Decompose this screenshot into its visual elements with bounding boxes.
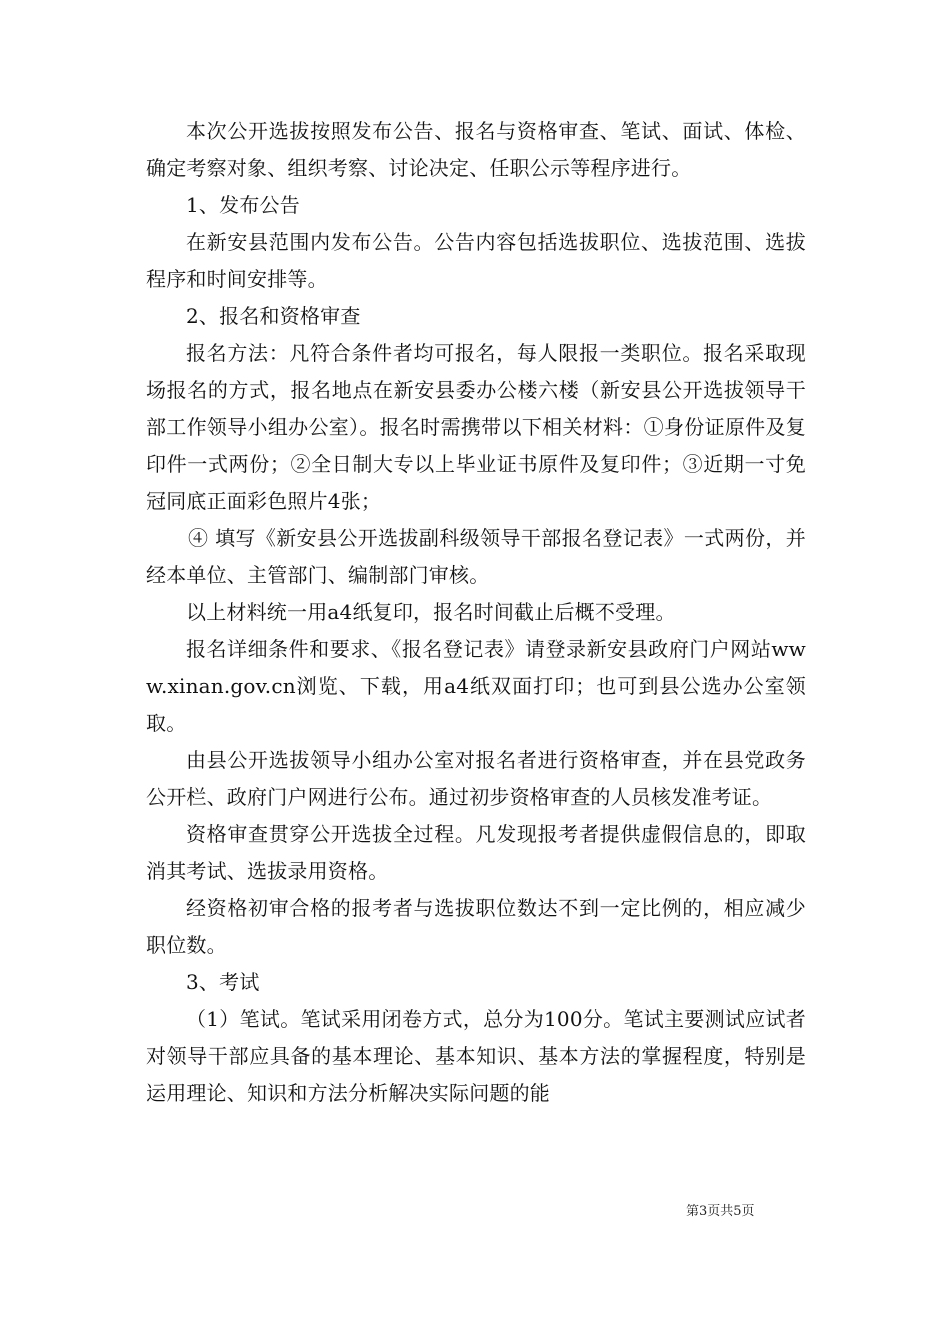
paragraph-copy-requirement: 以上材料统一用a4纸复印，报名时间截止后概不受理。 [186, 600, 676, 624]
document-body [146, 113, 806, 1112]
paragraph-announcement-scope: 在新安县范围内发布公告。公告内容包括选拔职位、选拔范围、选拔程序和时间安排等。 [146, 230, 806, 291]
section-heading-announcement: 1、发布公告 [186, 193, 300, 217]
page-number-footer: 第3页共5页 [686, 1204, 755, 1219]
section-heading-exam: 3、考试 [186, 970, 260, 994]
paragraph-procedure-overview: 本次公开选拔按照发布公告、报名与资格审查、笔试、面试、体检、确定考察对象、组织考察、讨论决定、任职公示等程序进行。 [146, 119, 806, 180]
paragraph-registration-form: ④ 填写《新安县公开选拔副科级领导干部报名登记表》一式两份，并经本单位、主管部门、编制部门审核。 [146, 526, 806, 587]
paragraph-website-download: 报名详细条件和要求、《报名登记表》请登录新安县政府门户网站www.xinan.gov.cn浏览、下载，用a4纸双面打印；也可到县公选办公室领取。 [146, 637, 806, 735]
paragraph-position-reduction: 经资格初审合格的报考者与选拔职位数达不到一定比例的，相应减少职位数。 [146, 896, 806, 957]
paragraph-registration-method: 报名方法：凡符合条件者均可报名，每人限报一类职位。报名采取现场报名的方式，报名地点在新安县委办公楼六楼（新安县公开选拔领导干部工作领导小组办公室）。报名时需携带以下相关材料：①身份证原件及复印件一式两份；②全日制大专以上毕业证书原件及复印件；③近期一寸免冠同底正面彩色照片4张； [146, 341, 806, 513]
section-heading-registration: 2、报名和资格审查 [186, 304, 361, 328]
paragraph-written-exam: （1）笔试。笔试采用闭卷方式，总分为100分。笔试主要测试应试者对领导干部应具备的基本理论、基本知识、基本方法的掌握程度，特别是运用理论、知识和方法分析解决实际问题的能 [146, 1007, 806, 1105]
paragraph-qualification-review: 由县公开选拔领导小组办公室对报名者进行资格审查，并在县党政务公开栏、政府门户网进行公布。通过初步资格审查的人员核发准考证。 [146, 748, 806, 809]
paragraph-review-throughout: 资格审查贯穿公开选拔全过程。凡发现报考者提供虚假信息的，即取消其考试、选拔录用资格。 [146, 822, 806, 883]
